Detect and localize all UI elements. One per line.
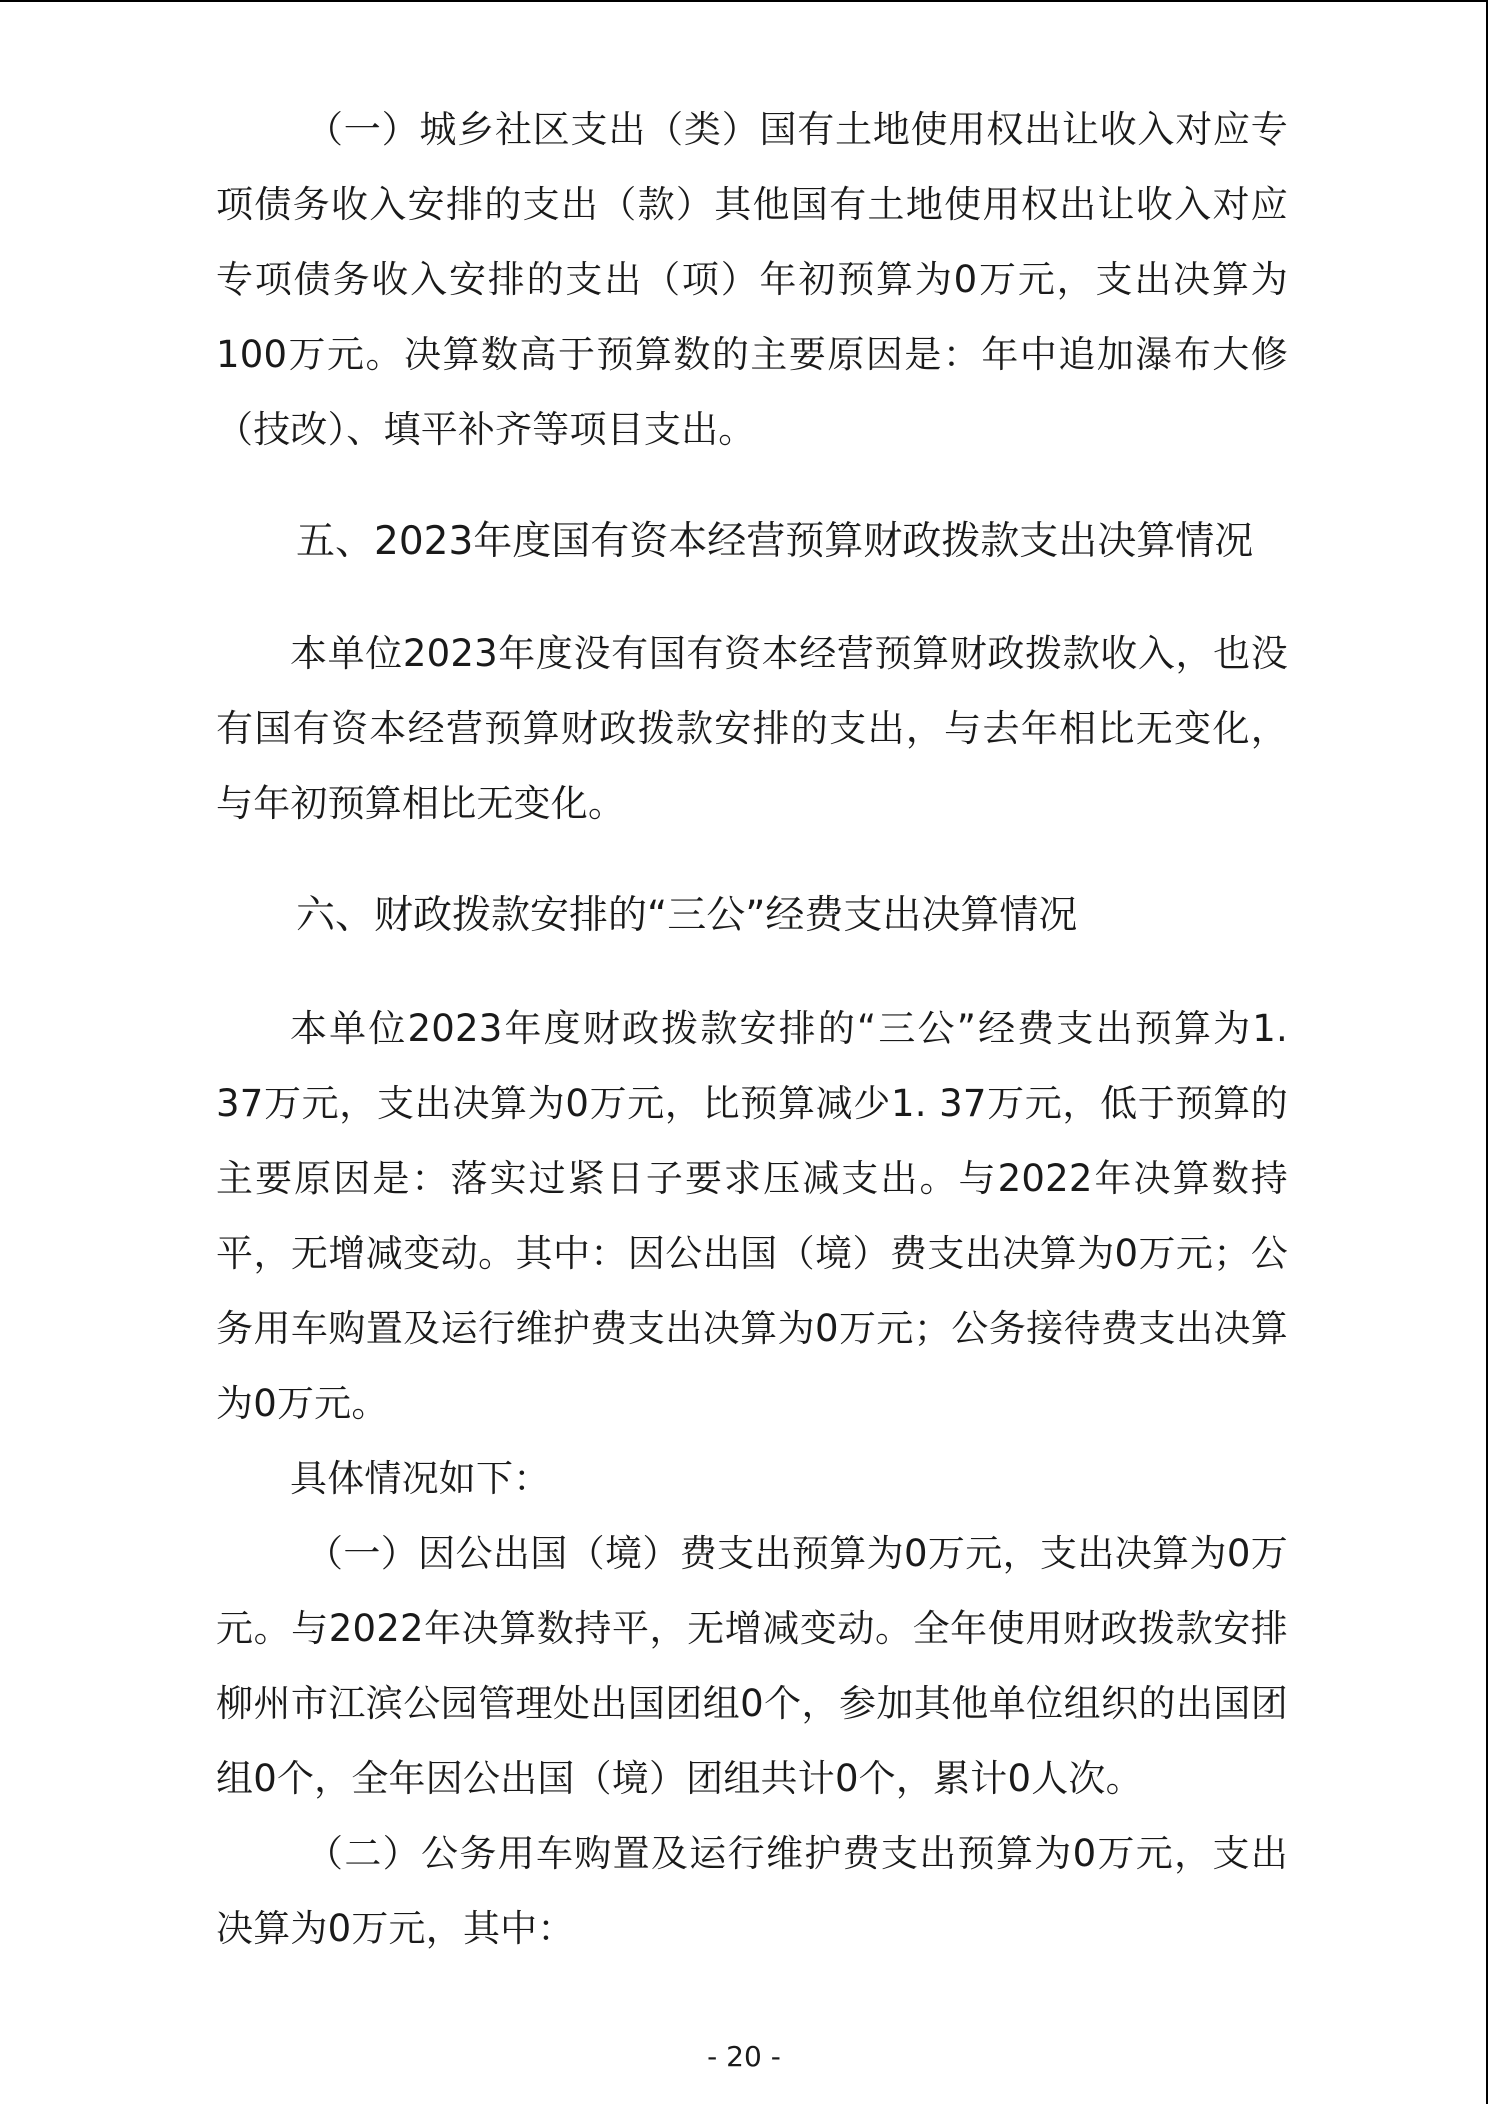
paragraph-urban-rural-expenditure: （一）城乡社区支出（类）国有土地使用权出让收入对应专项债务收入安排的支出（款）其他国有土地使用权出让收入对应专项债务收入安排的支出（项）年初预算为0万元，支出决算为100万元。决算数高于预算数的主要原因是：年中追加瀑布大修（技改）、填平补齐等项目支出。 <box>216 108 1288 451</box>
page-number: - 20 - <box>707 2040 781 2073</box>
paragraph-state-capital-budget: 本单位2023年度没有国有资本经营预算财政拨款收入，也没有国有资本经营预算财政拨款安排的支出，与去年相比无变化，与年初预算相比无变化。 <box>216 632 1288 825</box>
paragraph-official-vehicles: （二）公务用车购置及运行维护费支出预算为0万元，支出决算为0万元，其中： <box>216 1832 1288 1950</box>
paragraph-three-public-expenses: 本单位2023年度财政拨款安排的“三公”经费支出预算为1. 37万元，支出决算为0万元，比预算减少1. 37万元，低于预算的主要原因是：落实过紧日子要求压减支出。与2022年决算数持平，无增减变动。其中：因公出国（境）费支出决算为0万元；公务用车购置及运行维护费支出决算为0万元；公务接待费支出决算为0万元。 <box>216 1007 1288 1425</box>
section-heading-6: 六、财政拨款安排的“三公”经费支出决算情况 <box>296 893 1078 938</box>
paragraph-overseas-travel: （一）因公出国（境）费支出预算为0万元，支出决算为0万元。与2022年决算数持平，无增减变动。全年使用财政拨款安排柳州市江滨公园管理处出国团组0个，参加其他单位组织的出国团组0个，全年因公出国（境）团组共计0个，累计0人次。 <box>216 1532 1288 1800</box>
paragraph-details-intro: 具体情况如下： <box>290 1457 551 1500</box>
page-border-top <box>0 0 1488 2</box>
section-heading-5: 五、2023年度国有资本经营预算财政拨款支出决算情况 <box>296 519 1254 564</box>
